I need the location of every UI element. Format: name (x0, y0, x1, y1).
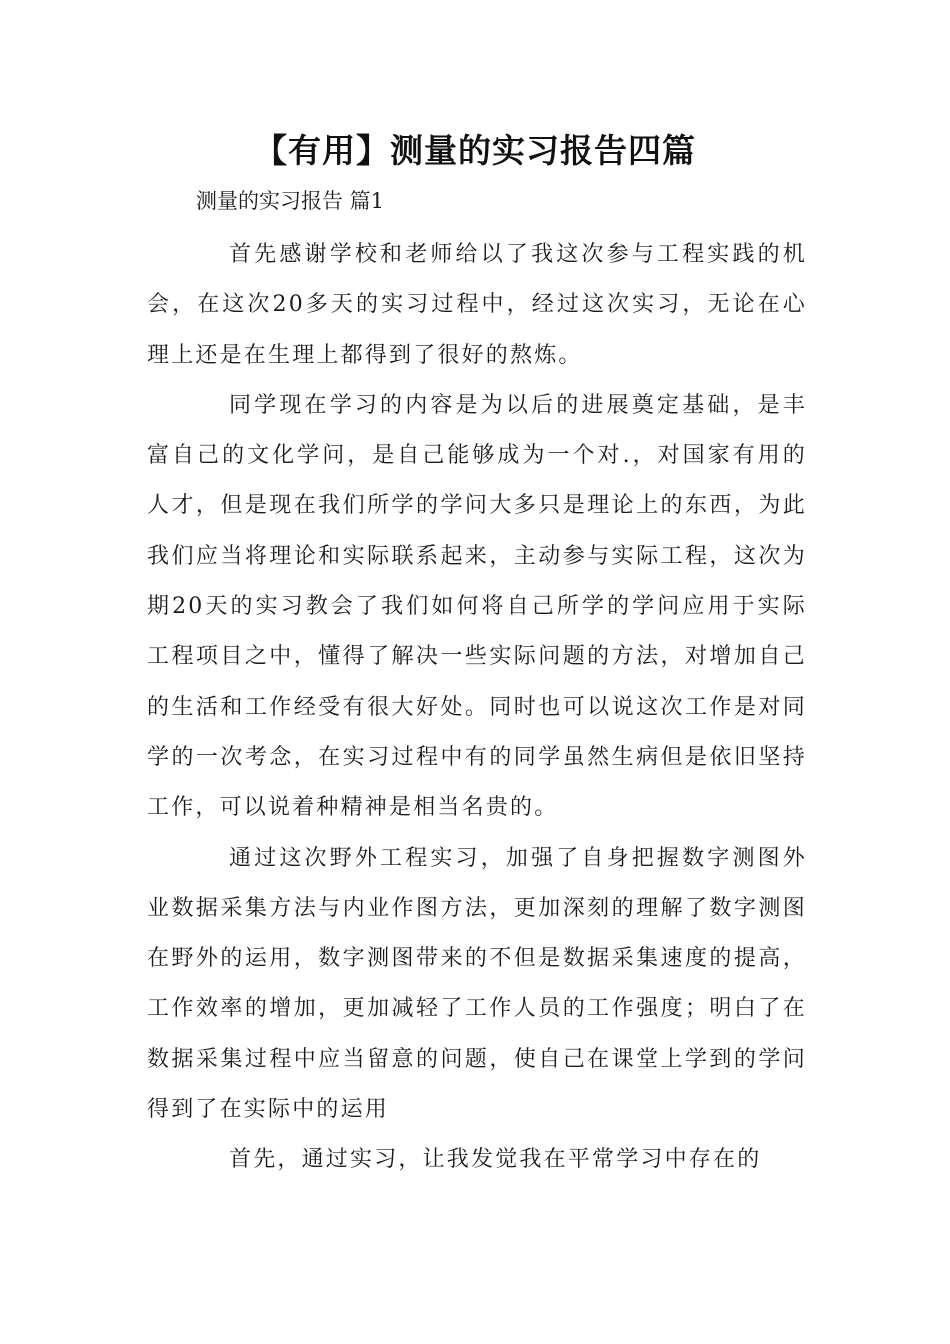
paragraph: 同学现在学习的内容是为以后的进展奠定基础，是丰富自己的文化学问，是自己能够成为一个对.，对国家有用的人才，但是现在我们所学的学问大多只是理论上的东西，为此我们应当将理论和实际联系起来，主动参与实际工程，这次为期20天的实习教会了我们如何将自己所学的学问应用于实际工程项目之中，懂得了解决一些实际问题的方法，对增加自己的生活和工作经受有很大好处。同时也可以说这次工作是对同学的一次考念，在实习过程中有的同学虽然生病但是依旧坚持工作，可以说着种精神是相当名贵的。 (147, 392, 807, 821)
body-text (147, 230, 807, 1186)
paragraph: 通过这次野外工程实习，加强了自身把握数字测图外业数据采集方法与内业作图方法，更加深刻的理解了数字测图在野外的运用，数字测图带来的不但是数据采集速度的提高，工作效率的增加，更加减轻了工作人员的工作强度；明白了在数据采集过程中应当留意的问题，使自己在课堂上学到的学问得到了在实际中的运用 (147, 845, 807, 1123)
paragraph: 首先，通过实习，让我发觉我在平常学习中存在的 (229, 1147, 762, 1173)
section-heading: 测量的实习报告 篇1 (196, 189, 385, 213)
paragraph: 首先感谢学校和老师给以了我这次参与工程实践的机会，在这次20多天的实习过程中，经过这次实习，无论在心理上还是在生理上都得到了很好的熬炼。 (147, 242, 807, 368)
document-title: 【有用】测量的实习报告四篇 (254, 131, 696, 170)
